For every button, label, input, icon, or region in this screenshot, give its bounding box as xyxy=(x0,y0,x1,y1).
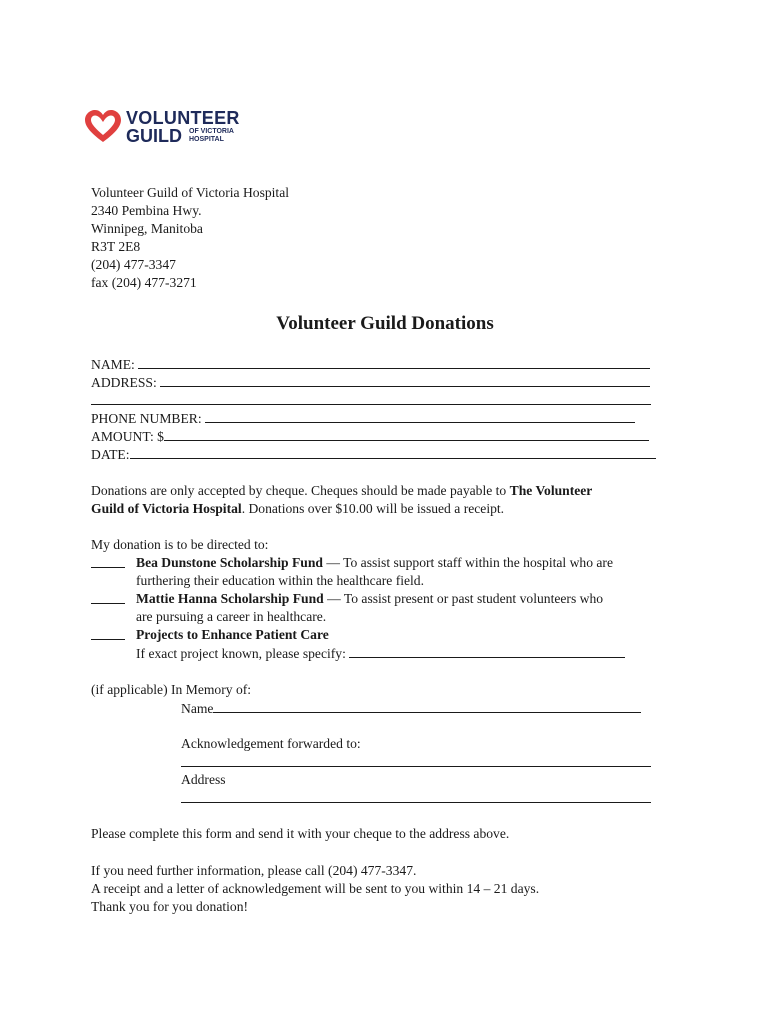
logo-word-volunteer: VOLUNTEER xyxy=(126,108,240,128)
memory-name-input[interactable] xyxy=(213,699,641,713)
closing-receipt: A receipt and a letter of acknowledgement will be sent to you within 14 – 21 days. xyxy=(91,881,540,896)
option-projects-specify-label: If exact project known, please specify: xyxy=(136,646,346,661)
volunteer-guild-logo xyxy=(84,108,244,148)
option-mattie-name: Mattie Hanna Scholarship Fund xyxy=(136,591,324,606)
option-projects-checkbox[interactable] xyxy=(91,626,125,640)
address-label: ADDRESS: xyxy=(91,375,157,390)
address-input[interactable] xyxy=(160,373,650,387)
ack-row xyxy=(181,753,651,771)
memory-name-row xyxy=(181,699,641,717)
logo-sub-victoria: OF VICTORIA xyxy=(189,128,234,135)
amount-label: AMOUNT: $ xyxy=(91,429,164,444)
page-title: Volunteer Guild Donations xyxy=(276,313,494,334)
option-projects-specify-row xyxy=(136,644,625,662)
phone-label: PHONE NUMBER: xyxy=(91,411,202,426)
option-mattie-desc-1: — To assist present or past student volunteers who xyxy=(323,591,604,606)
cheque-note-text-1: Donations are only accepted by cheque. Cheques should be made payable to xyxy=(91,483,507,498)
address-row xyxy=(91,373,650,391)
address-fax: fax (204) 477-3271 xyxy=(91,275,197,290)
direction-intro: My donation is to be directed to: xyxy=(91,537,269,552)
project-specify-input[interactable] xyxy=(349,644,625,658)
option-bea-desc-2: furthering their education within the healthcare field. xyxy=(136,573,424,588)
address-input-2[interactable] xyxy=(91,391,651,405)
memory-name-label: Name xyxy=(181,701,214,716)
memory-address-label: Address xyxy=(181,772,226,787)
memory-address-input[interactable] xyxy=(181,789,651,803)
option-projects-row xyxy=(91,626,125,644)
memory-address-row xyxy=(181,789,651,807)
cheque-note-line-1 xyxy=(91,482,592,500)
cheque-note-line-2 xyxy=(91,500,504,518)
phone-input[interactable] xyxy=(205,409,635,423)
address-phone: (204) 477-3347 xyxy=(91,257,176,272)
amount-row xyxy=(91,427,649,445)
payee-name-1: The Volunteer xyxy=(509,483,593,498)
memory-label: (if applicable) In Memory of: xyxy=(91,682,252,697)
option-mattie-desc-2: are pursuing a career in healthcare. xyxy=(136,609,327,624)
address-row-2 xyxy=(91,391,651,409)
payee-name-2: Guild of Victoria Hospital xyxy=(91,501,242,516)
option-mattie-checkbox[interactable] xyxy=(91,590,125,604)
option-bea-text xyxy=(136,554,613,572)
address-city: Winnipeg, Manitoba xyxy=(91,221,203,236)
option-bea-row xyxy=(91,554,125,572)
option-projects-name: Projects to Enhance Patient Care xyxy=(136,627,329,642)
closing-info: If you need further information, please call (204) 477-3347. xyxy=(91,863,417,878)
option-bea-name: Bea Dunstone Scholarship Fund xyxy=(136,555,323,570)
ack-input[interactable] xyxy=(181,753,651,767)
ack-label: Acknowledgement forwarded to: xyxy=(181,736,361,751)
closing-thanks: Thank you for you donation! xyxy=(91,899,249,914)
heart-icon xyxy=(84,110,122,144)
address-street: 2340 Pembina Hwy. xyxy=(91,203,202,218)
cheque-note-text-2: . Donations over $10.00 will be issued a receipt. xyxy=(241,501,505,516)
name-row xyxy=(91,355,650,373)
amount-input[interactable] xyxy=(164,427,649,441)
name-input[interactable] xyxy=(138,355,650,369)
date-input[interactable] xyxy=(130,445,656,459)
logo-word-guild: GUILD xyxy=(126,126,182,146)
address-postal: R3T 2E8 xyxy=(91,239,141,254)
logo-sub-hospital: HOSPITAL xyxy=(189,136,224,143)
option-projects-text xyxy=(136,626,329,644)
date-row xyxy=(91,445,656,463)
address-org: Volunteer Guild of Victoria Hospital xyxy=(91,185,290,200)
phone-row xyxy=(91,409,635,427)
option-bea-checkbox[interactable] xyxy=(91,554,125,568)
closing-instructions: Please complete this form and send it with your cheque to the address above. xyxy=(91,826,510,841)
name-label: NAME: xyxy=(91,357,135,372)
date-label: DATE: xyxy=(91,447,130,462)
option-mattie-text xyxy=(136,590,603,608)
option-bea-desc-1: — To assist support staff within the hospital who are xyxy=(322,555,613,570)
option-mattie-row xyxy=(91,590,125,608)
